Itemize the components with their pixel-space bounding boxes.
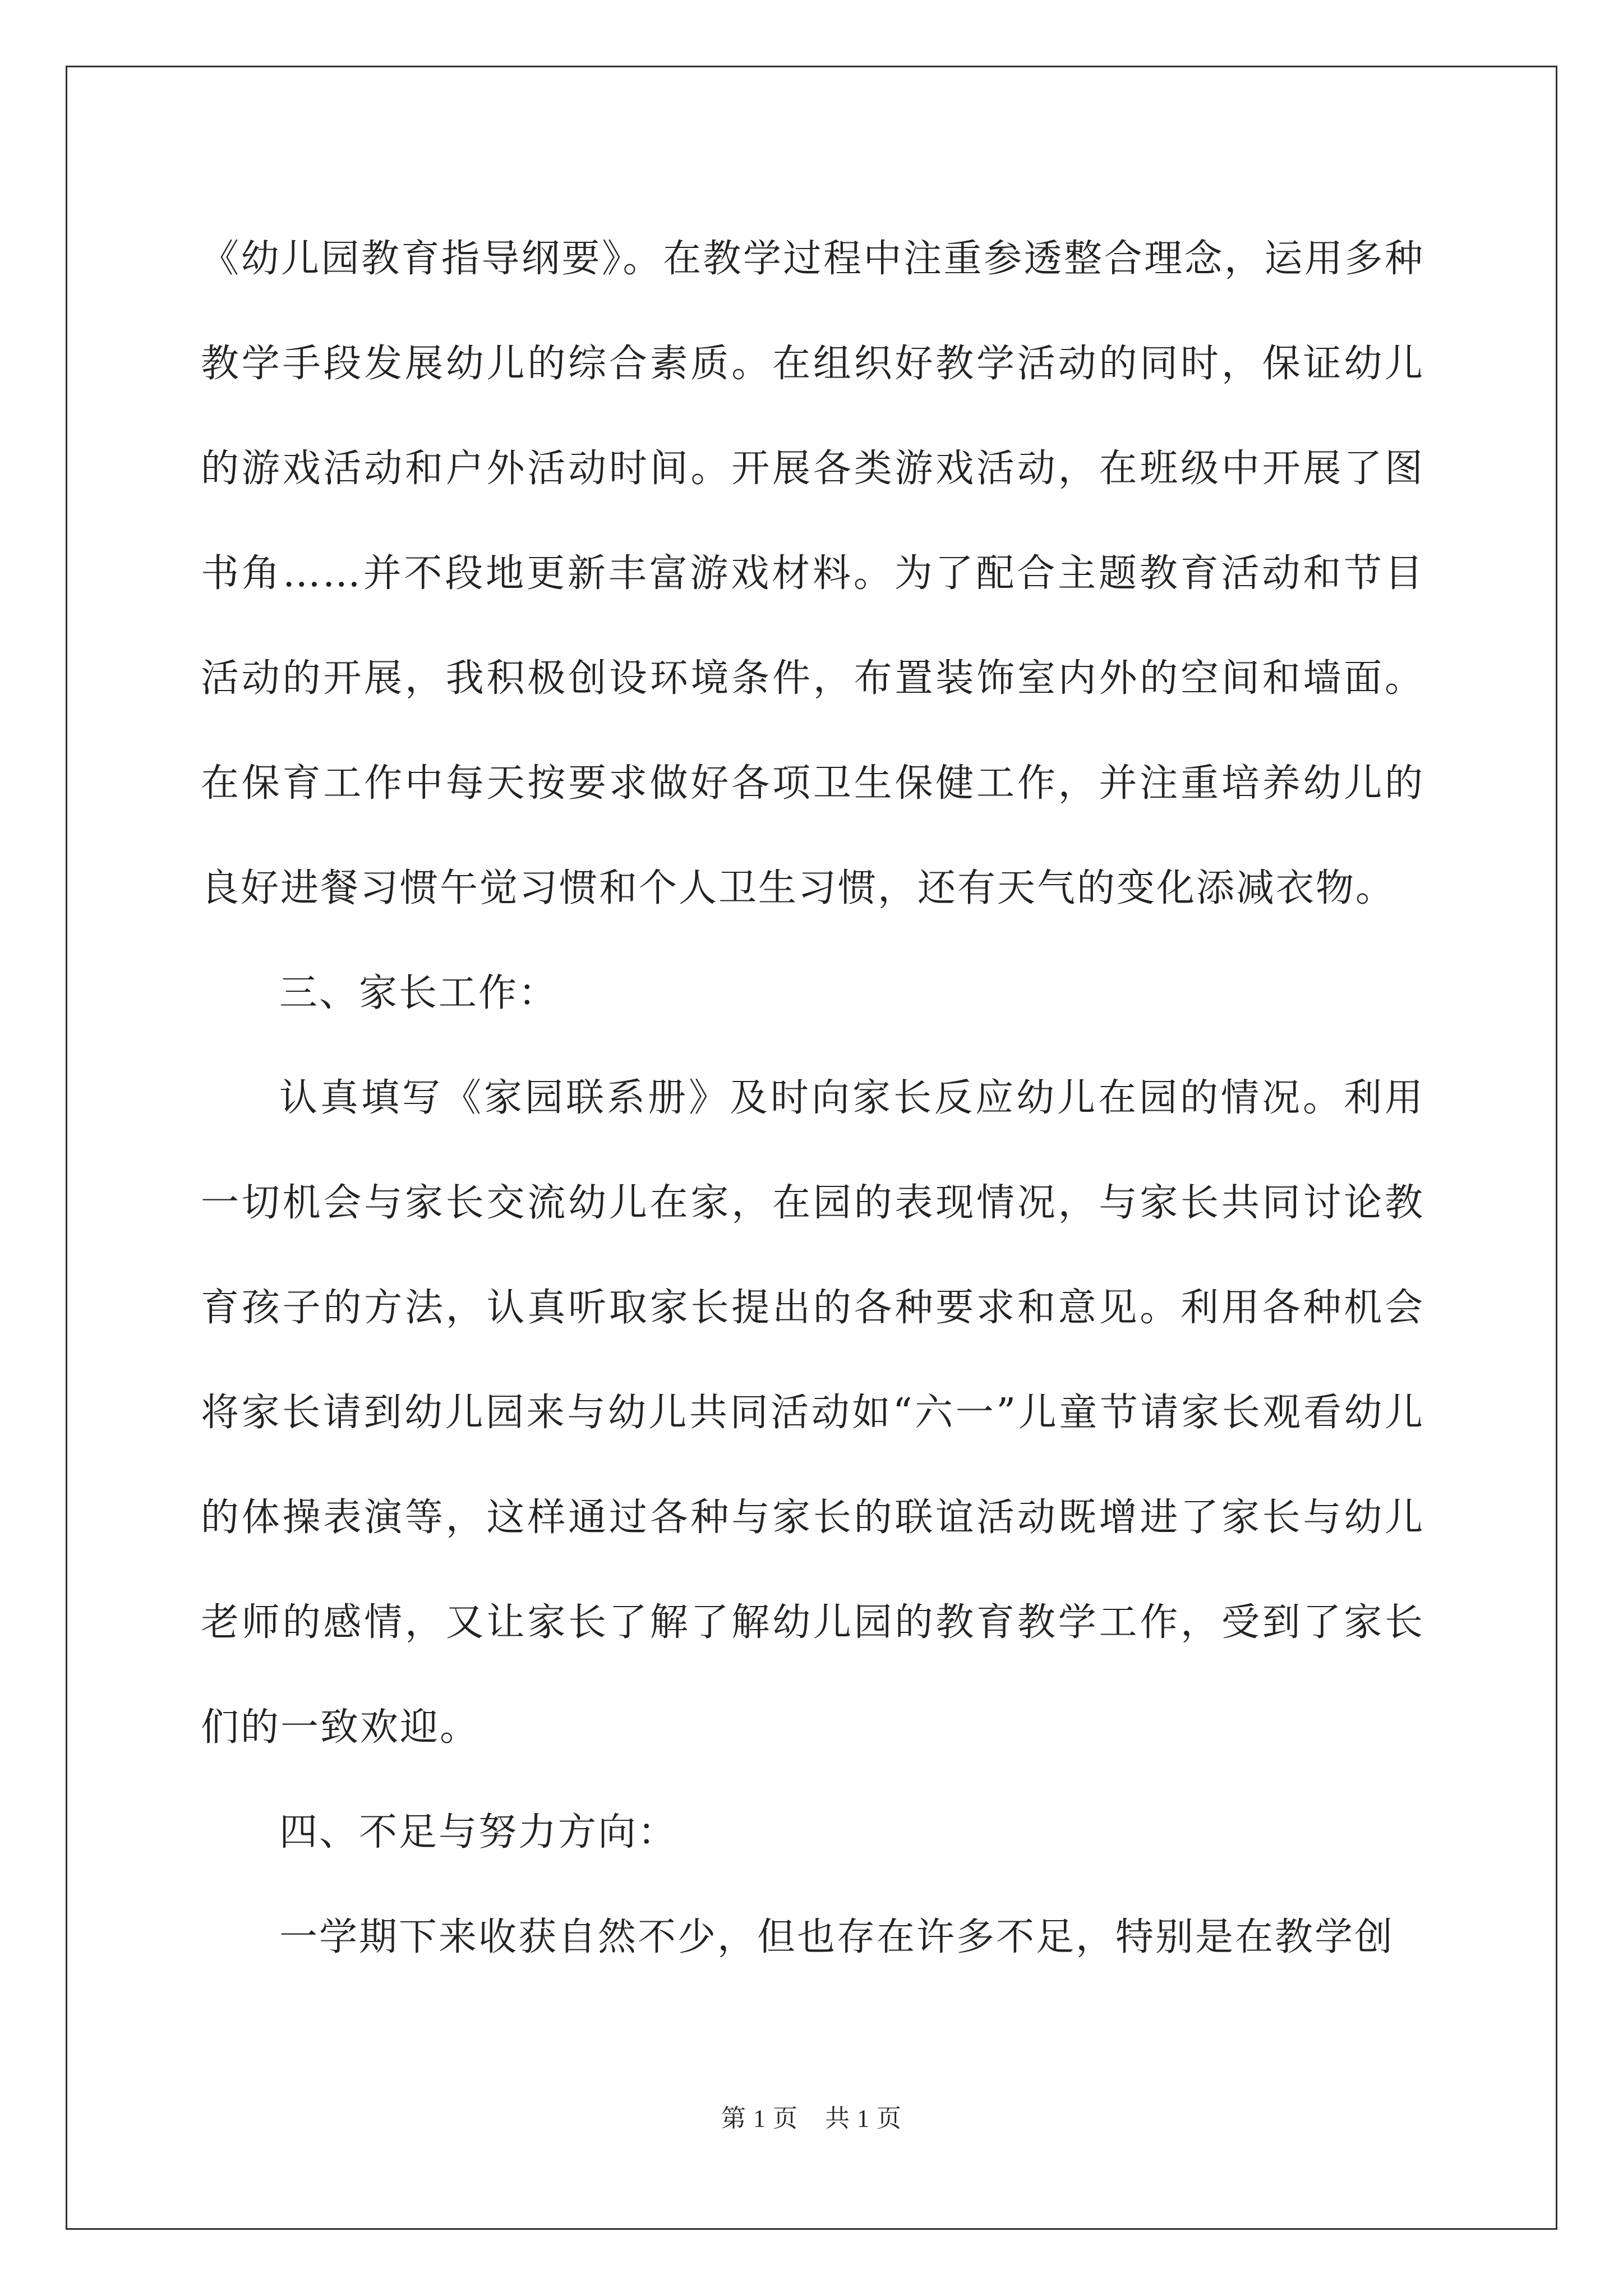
paragraph-parent-work: 认真填写《家园联系册》及时向家长反应幼儿在园的情况。利用一切机会与家长交流幼儿在家，在园的表现情况，与家长共同讨论教育孩子的方法，认真听取家长提出的各种要求和意见。利用各种机会将家长请到幼儿园来与幼儿共同活动如“六一”儿童节请家长观看幼儿的体操表演等，这样通过各种与家长的联谊活动既增进了家长与幼儿老师的感情，又让家长了解了解幼儿园的教育教学工作，受到了家长们的一致欢迎。	[201, 1076, 1424, 1750]
page-total: 共 1 页	[825, 2105, 902, 2132]
paragraph-education-practice: 《幼儿园教育指导纲要》。在教学过程中注重参透整合理念，运用多种教学手段发展幼儿的综合素质。在组织好教学活动的同时，保证幼儿的游戏活动和户外活动时间。开展各类游戏活动，在班级中开展了图书角……并不段地更新丰富游戏材料。为了配合主题教育活动和节目活动的开展，我积极创设环境条件，布置装饰室内外的空间和墙面。在保育工作中每天按要求做好各项卫生保健工作，并注重培养幼儿的良好进餐习惯午觉习惯和个人卫生习惯，还有天气的变化添减衣物。	[201, 237, 1424, 910]
document-body	[201, 206, 1424, 1990]
heading-shortcomings: 四、不足与努力方向：	[279, 1810, 678, 1855]
heading-parent-work: 三、家长工作：	[279, 971, 559, 1015]
page-footer	[0, 2098, 1623, 2134]
paragraph-shortcomings: 一学期下来收获自然不少，但也存在许多不足，特别是在教学创	[279, 1915, 1395, 1959]
page-number: 第 1 页	[721, 2105, 798, 2132]
